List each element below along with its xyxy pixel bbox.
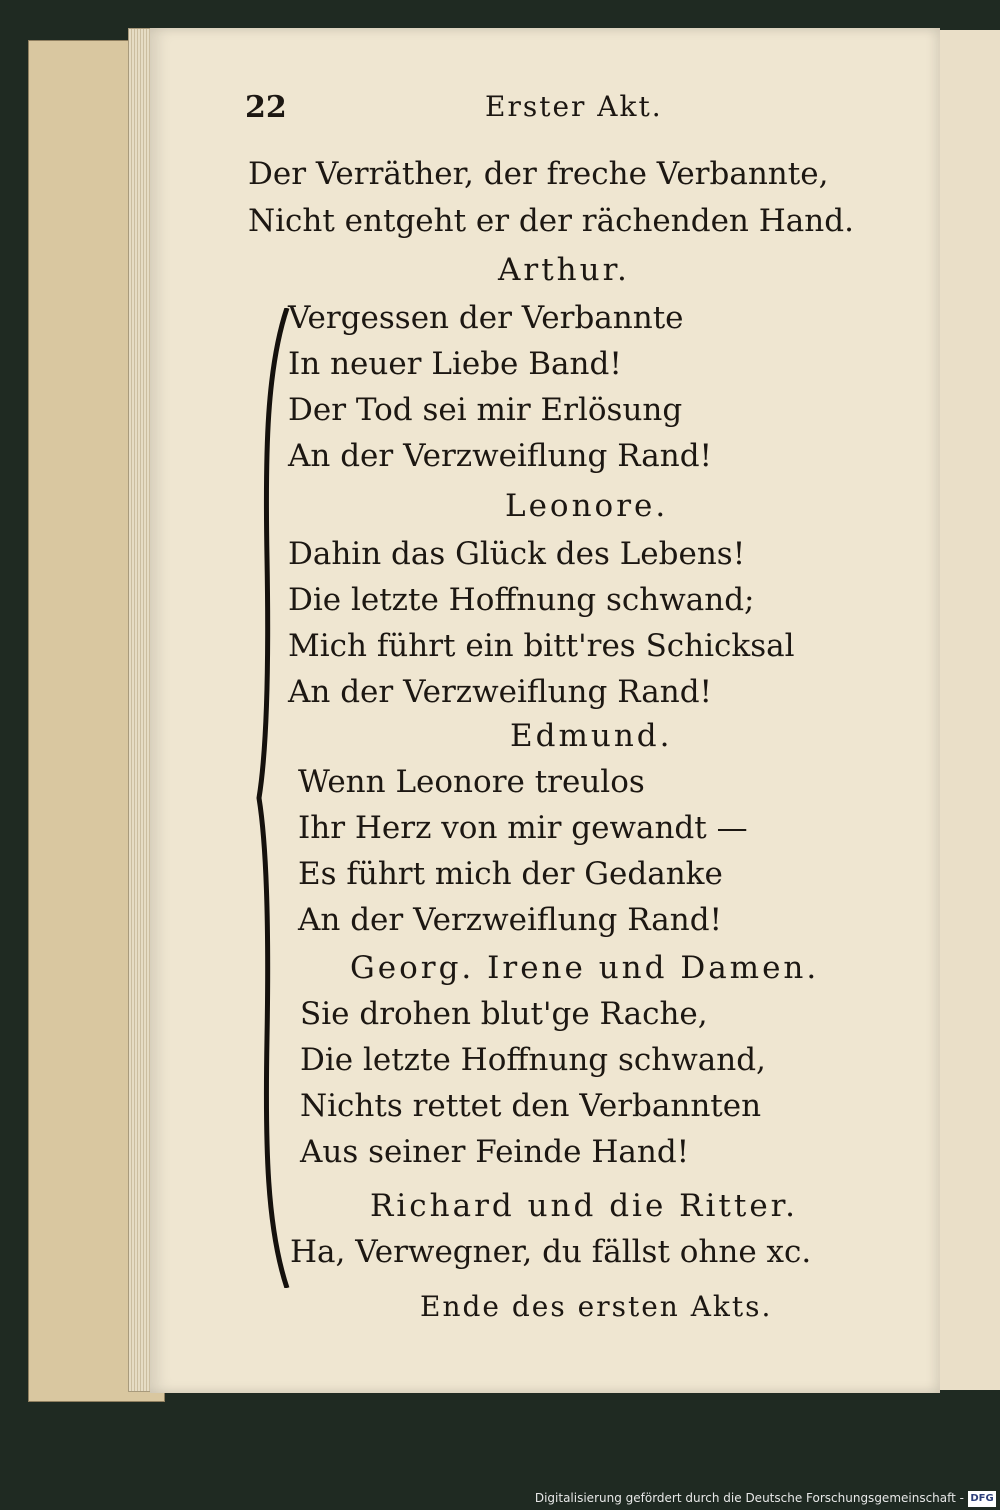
facing-page	[935, 30, 1000, 1390]
speaker-name: Arthur.	[498, 252, 630, 288]
verse-line: Die letzte Hoffnung schwand,	[300, 1042, 766, 1078]
verse-line: An der Verzweiflung Rand!	[288, 674, 713, 710]
speaker-name: Georg. Irene und Damen.	[350, 950, 820, 986]
verse-line: Mich führt ein bitt'res Schicksal	[288, 628, 795, 664]
running-title: Erster Akt.	[485, 90, 663, 123]
funding-credit: Digitalisierung gefördert durch die Deutsche Forschungsgemeinschaft -	[534, 1491, 964, 1505]
verse-line: Nicht entgeht er der rächenden Hand.	[248, 203, 854, 239]
speaker-name: Edmund.	[510, 718, 673, 754]
verse-line: Es führt mich der Gedanke	[298, 856, 723, 892]
verse-line: Der Verräther, der freche Verbannte,	[248, 156, 829, 192]
verse-line: Dahin das Glück des Lebens!	[288, 536, 746, 572]
speaker-name: Leonore.	[505, 488, 669, 524]
verse-line: In neuer Liebe Band!	[288, 346, 622, 382]
verse-line: Ihr Herz von mir gewandt —	[298, 810, 748, 846]
verse-line: Die letzte Hoffnung schwand;	[288, 582, 755, 618]
speaker-name: Richard und die Ritter.	[370, 1188, 798, 1224]
verse-line: Vergessen der Verbannte	[288, 300, 684, 336]
verse-line: An der Verzweiflung Rand!	[288, 438, 713, 474]
brace-bracket	[255, 308, 295, 1288]
verse-line: Ha, Verwegner, du fällst ohne xc.	[290, 1234, 812, 1270]
verse-line: Aus seiner Feinde Hand!	[300, 1134, 690, 1170]
verse-line: Sie drohen blut'ge Rache,	[300, 996, 708, 1032]
verse-line: An der Verzweiflung Rand!	[298, 902, 723, 938]
verse-line: Nichts rettet den Verbannten	[300, 1088, 762, 1124]
page-number: 22	[245, 90, 287, 125]
book-page	[150, 28, 940, 1393]
verse-line: Der Tod sei mir Erlösung	[288, 392, 683, 428]
dfg-logo: DFG	[968, 1491, 996, 1507]
verse-line: Wenn Leonore treulos	[298, 764, 645, 800]
end-of-act-note: Ende des ersten Akts.	[420, 1290, 773, 1323]
